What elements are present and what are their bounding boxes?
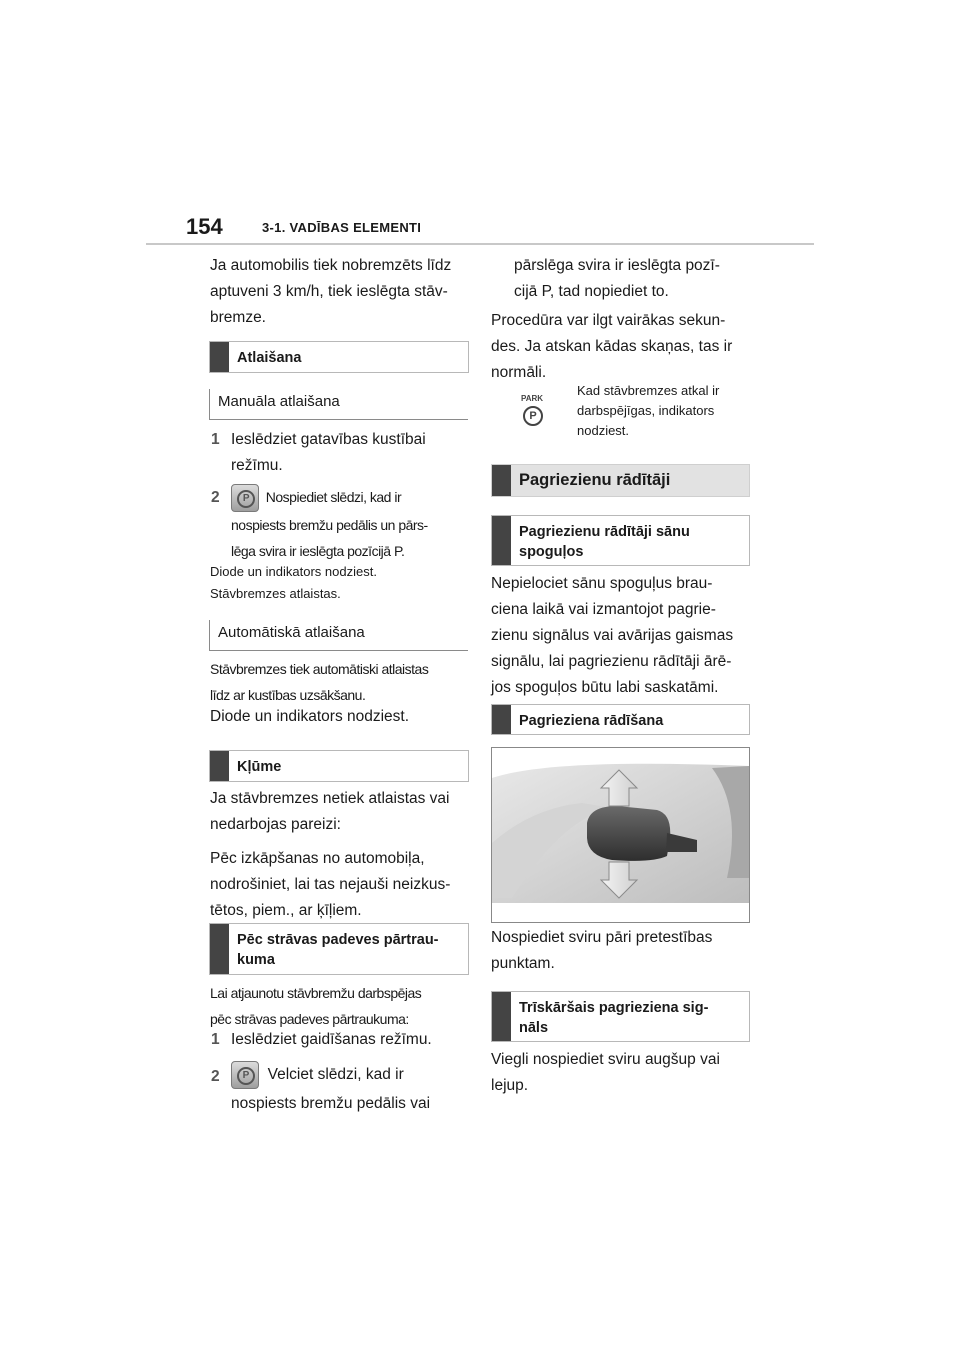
heading-box-power <box>209 923 469 975</box>
heading-title: Pagriezienu rādītāji <box>519 471 671 489</box>
subheading-manual <box>209 389 468 420</box>
release-note <box>210 561 470 605</box>
step-line: Nospiediet slēdzi, kad ir <box>265 489 402 505</box>
heading-title <box>519 998 741 1038</box>
heading-title: Atlaišana <box>237 350 302 366</box>
header-rule <box>146 243 814 245</box>
heading-bar <box>492 516 511 565</box>
heading-bar <box>492 992 511 1041</box>
heading-title <box>237 930 460 970</box>
triple-line: Viegli nospiediet sviru augšup vai <box>491 1051 720 1068</box>
step-2 <box>231 484 476 564</box>
auto-text <box>210 656 472 708</box>
note-line: Stāvbremzes atlaistas. <box>210 586 341 601</box>
auto-line: Stāvbremzes tiek automātiski atlaistas <box>210 661 429 677</box>
heading-title-line: Pēc strāvas padeves pārtrau- <box>237 932 439 948</box>
subheading-auto <box>209 620 468 651</box>
park-icon-label: PARK <box>520 394 544 403</box>
power-step-2 <box>231 1061 481 1117</box>
continued-text <box>514 253 754 305</box>
heading-bar <box>492 465 511 496</box>
figure-caption <box>491 925 756 977</box>
park-indicator-icon <box>518 394 546 430</box>
step-line: Ieslēdziet gatavības kustībai <box>231 431 426 448</box>
intro-line: aptuveni 3 km/h, tiek ieslēgta stāv- <box>210 283 448 300</box>
power-line: pēc strāvas padeves pārtraukuma: <box>210 1011 409 1027</box>
fault-line: Pēc izkāpšanas no automobiļa, <box>210 850 425 867</box>
triple-text <box>491 1047 756 1099</box>
mirror-text <box>491 571 766 701</box>
power-line: Lai atjaunotu stāvbremžu darbspējas <box>210 985 422 1001</box>
subheading-text: Automātiskā atlaišana <box>218 624 365 641</box>
mirror-line: ciena laikā vai izmantojot pagrie- <box>491 601 716 618</box>
heading-box-signaling <box>491 704 750 735</box>
mirror-line: zienu signālus vai avārijas gaismas <box>491 627 734 644</box>
step-line: režīmu. <box>231 457 283 474</box>
fault-line: tētos, piem., ar ķīļiem. <box>210 902 362 919</box>
procedure-line: Procedūra var ilgt vairākas sekun- <box>491 312 726 329</box>
parking-brake-switch-icon: P <box>231 1061 259 1089</box>
triple-line: lejup. <box>491 1077 529 1094</box>
step-number: 2 <box>211 489 220 506</box>
heading-title: Kļūme <box>237 759 282 775</box>
parking-brake-switch-icon: P <box>231 484 259 512</box>
auto-line: līdz ar kustības uzsākšanu. <box>210 687 366 703</box>
note-line: Diode un indikators nodziest. <box>210 564 377 579</box>
heading-title <box>519 522 741 562</box>
heading-box-triple-signal <box>491 991 750 1042</box>
intro-paragraph <box>210 253 480 331</box>
fault-line: nedarbojas pareizi: <box>210 816 341 833</box>
intro-line: Ja automobilis tiek nobremzēts līdz <box>210 257 452 274</box>
heading-box-fault <box>209 750 469 782</box>
heading-title: Pagrieziena rādīšana <box>519 713 664 729</box>
heading-bar <box>210 924 229 974</box>
heading-title-line: kuma <box>237 952 275 968</box>
auto-diode-text: Diode un indikators nodziest. <box>210 708 410 725</box>
caption-line: Nospiediet sviru pāri pretestības <box>491 929 713 946</box>
caption-line: punktam. <box>491 955 555 972</box>
heading-bar <box>492 705 511 734</box>
power-step-1: Ieslēdziet gaidīšanas režīmu. <box>231 1031 432 1048</box>
heading-box-mirror-signals <box>491 515 750 566</box>
page-number: 154 <box>186 214 223 239</box>
step-line: lēga svira ir ieslēgta pozīcijā P. <box>231 543 405 559</box>
subheading-text: Manuāla atlaišana <box>218 393 340 410</box>
indicator-line: nodziest. <box>577 423 630 438</box>
mirror-line: Nepielociet sānu spoguļus brau- <box>491 575 713 592</box>
park-icon-letter: P <box>523 406 543 426</box>
step-number: 1 <box>211 1031 220 1048</box>
heading-title-line: Trīskāršais pagrieziena sig- <box>519 1000 709 1016</box>
continued-line: cijā P, tad nopiediet to. <box>514 283 669 300</box>
lever-head-shape <box>587 806 670 861</box>
fault-line: Ja stāvbremzes netiek atlaistas vai <box>210 790 450 807</box>
heading-bar <box>210 342 229 372</box>
section-header: 3-1. VADĪBAS ELEMENTI <box>262 220 422 235</box>
step-number: 2 <box>211 1068 220 1085</box>
mirror-line: jos spoguļos būtu labi saskatāmi. <box>491 679 719 696</box>
indicator-line: darbspējīgas, indikators <box>577 403 715 418</box>
step-line: nospiests bremžu pedālis un pārs- <box>231 517 428 533</box>
heading-bar <box>210 751 229 781</box>
fault-line: nodrošiniet, lai tas nejauši neizkus- <box>210 876 451 893</box>
step-line: Velciet slēdzi, kad ir <box>267 1066 404 1084</box>
intro-line: bremze. <box>210 309 266 326</box>
turn-signal-lever-figure <box>491 747 750 923</box>
heading-title-line: Pagriezienu rādītāji sānu <box>519 524 690 540</box>
heading-title-line: nāls <box>519 1020 549 1036</box>
step-line: nospiests bremžu pedālis vai <box>231 1095 431 1112</box>
heading-title-line: spoguļos <box>519 544 584 560</box>
procedure-line: normāli. <box>491 364 547 381</box>
fault-text <box>210 786 480 924</box>
mirror-line: signālu, lai pagriezienu rādītāji ārē- <box>491 653 732 670</box>
lever-illustration <box>492 748 749 922</box>
heading-box-release <box>209 341 469 373</box>
indicator-line: Kad stāvbremzes atkal ir <box>577 383 720 398</box>
continued-line: pārslēga svira ir ieslēgta pozī- <box>514 257 720 274</box>
step-1 <box>231 427 471 479</box>
procedure-line: des. Ja atskan kādas skaņas, tas ir <box>491 338 733 355</box>
indicator-note <box>577 381 757 441</box>
procedure-text <box>491 308 756 386</box>
heading-box-turn-signals <box>491 464 750 497</box>
power-text <box>210 980 472 1032</box>
step-number: 1 <box>211 431 220 448</box>
